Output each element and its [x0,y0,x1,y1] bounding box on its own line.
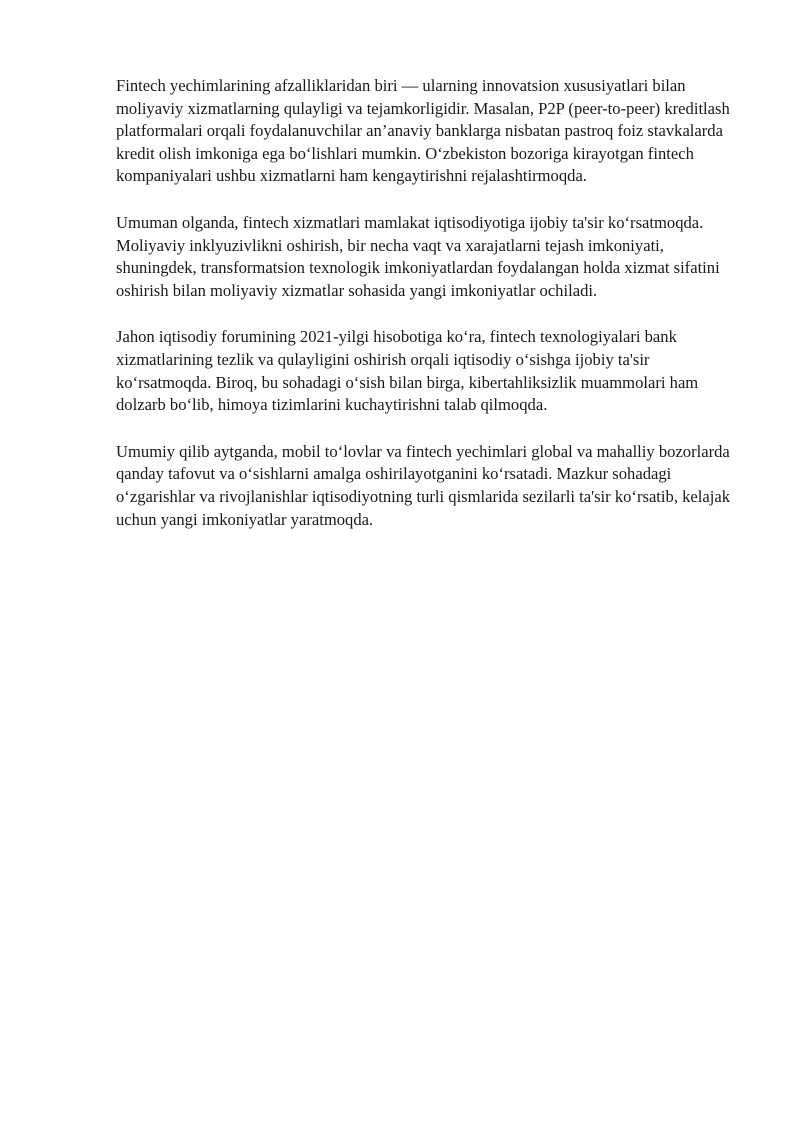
paragraph-3: Jahon iqtisodiy forumining 2021-yilgi hisobotiga ko‘ra, fintech texnologiyalari bank xizmatlarining tezlik va qulayligini oshirish orqali iqtisodiy o‘sishga ijobiy ta'sir ko‘rsatmoqda. Biroq, bu sohadagi o‘sish bilan birga, kibertahliksizlik muammolari ham dolzarb bo‘lib, himoya tizimlarini kuchaytirishni talab qilmoqda. [116,327,699,415]
document-body [116,75,746,555]
paragraph-1: Fintech yechimlarining afzalliklaridan biri — ularning innovatsion xususiyatlari bilan moliyaviy xizmatlarning qulayligi va tejamkorligidir. Masalan, P2P (peer-to-peer) kreditlash platformalari orqali foydalanuvchilar an’anaviy banklarga nisbatan pastroq foiz stavkalarda kredit olish imkoniga ega bo‘lishlari mumkin. O‘zbekiston bozoriga kirayotgan fintech kompaniyalari ushbu xizmatlarni ham kengaytirishni rejalashtirmoqda. [116,76,730,186]
paragraph-2: Umuman olganda, fintech xizmatlari mamlakat iqtisodiyotiga ijobiy ta'sir ko‘rsatmoqda. Moliyaviy inklyuzivlikni oshirish, bir necha vaqt va xarajatlarni tejash imkoniyati, shuningdek, transformatsion texnologik imkoniyatlardan foydalangan holda xizmat sifatini oshirish bilan moliyaviy xizmatlar sohasida yangi imkoniyatlar ochiladi. [116,212,720,300]
paragraph-4: Umumiy qilib aytganda, mobil to‘lovlar va fintech yechimlari global va mahalliy bozorlarda qanday tafovut va o‘sishlarni amalga oshirilayotganini ko‘rsatadi. Mazkur sohadagi o‘zgarishlar va rivojlanishlar iqtisodiyotning turli qismlarida sezilarli ta'sir ko‘rsatib, kelajak uchun yangi imkoniyatlar yaratmoqda. [116,441,731,529]
